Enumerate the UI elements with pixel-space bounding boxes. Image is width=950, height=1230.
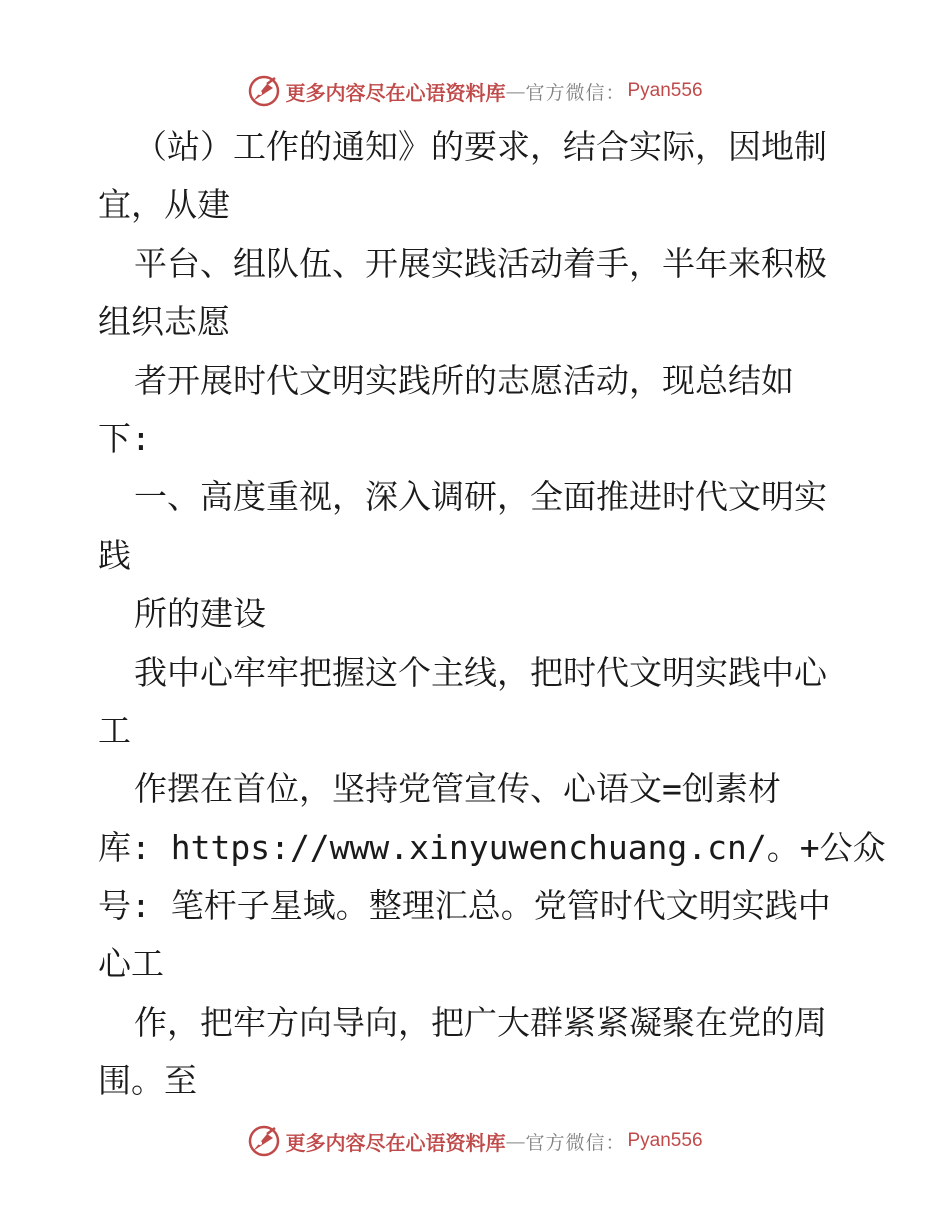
section-heading: 一、高度重视，深入调研，全面推进时代文明实 xyxy=(134,477,827,517)
body-line: 组织志愿 xyxy=(98,302,230,342)
body-line: （站）工作的通知》的要求，结合实际，因地制 xyxy=(134,127,827,166)
body-line: 工 xyxy=(98,710,131,750)
banner-wechat-label: 官方微信： xyxy=(525,1131,626,1154)
body-line: 作摆在首位，坚持党管宣传、心语文=创素材 xyxy=(134,769,781,809)
pen-nib-logo-icon xyxy=(247,1124,281,1158)
body-line: 号: 笔杆子星域。整理汇总。党管时代文明实践中 xyxy=(98,886,831,926)
banner-wechat-id: Pyan556 xyxy=(627,1130,703,1151)
body-line: 者开展时代文明实践所的志愿活动，现总结如 xyxy=(134,360,794,400)
banner-wechat-id: Pyan556 xyxy=(627,80,703,101)
body-line-url: 库: https://www.xinyuwenchuang.cn/。+公众 xyxy=(98,827,886,867)
footer-banner xyxy=(0,1121,950,1161)
section-heading-continued: 践 xyxy=(98,535,131,575)
pen-nib-logo-icon xyxy=(247,74,281,108)
document-body xyxy=(98,118,886,1111)
body-line: 心工 xyxy=(98,944,164,984)
section-heading-continued: 所的建设 xyxy=(134,594,266,634)
banner-separator: — xyxy=(505,1129,526,1153)
body-line: 下: xyxy=(98,418,151,458)
body-line: 我中心牢牢把握这个主线，把时代文明实践中心 xyxy=(134,652,827,692)
body-line: 作，把牢方向导向，把广大群紧紧凝聚在党的周 xyxy=(134,1002,827,1042)
banner-main-text: 更多内容尽在心语资料库 xyxy=(285,1130,506,1155)
body-line: 宜，从建 xyxy=(98,185,230,225)
body-line: 平台、组队伍、开展实践活动着手，半年来积极 xyxy=(134,243,827,283)
banner-wechat-label: 官方微信： xyxy=(525,81,626,104)
banner-main-text: 更多内容尽在心语资料库 xyxy=(285,80,506,105)
body-line: 围。至 xyxy=(98,1061,197,1101)
header-banner xyxy=(0,71,950,111)
banner-separator: — xyxy=(505,79,526,103)
